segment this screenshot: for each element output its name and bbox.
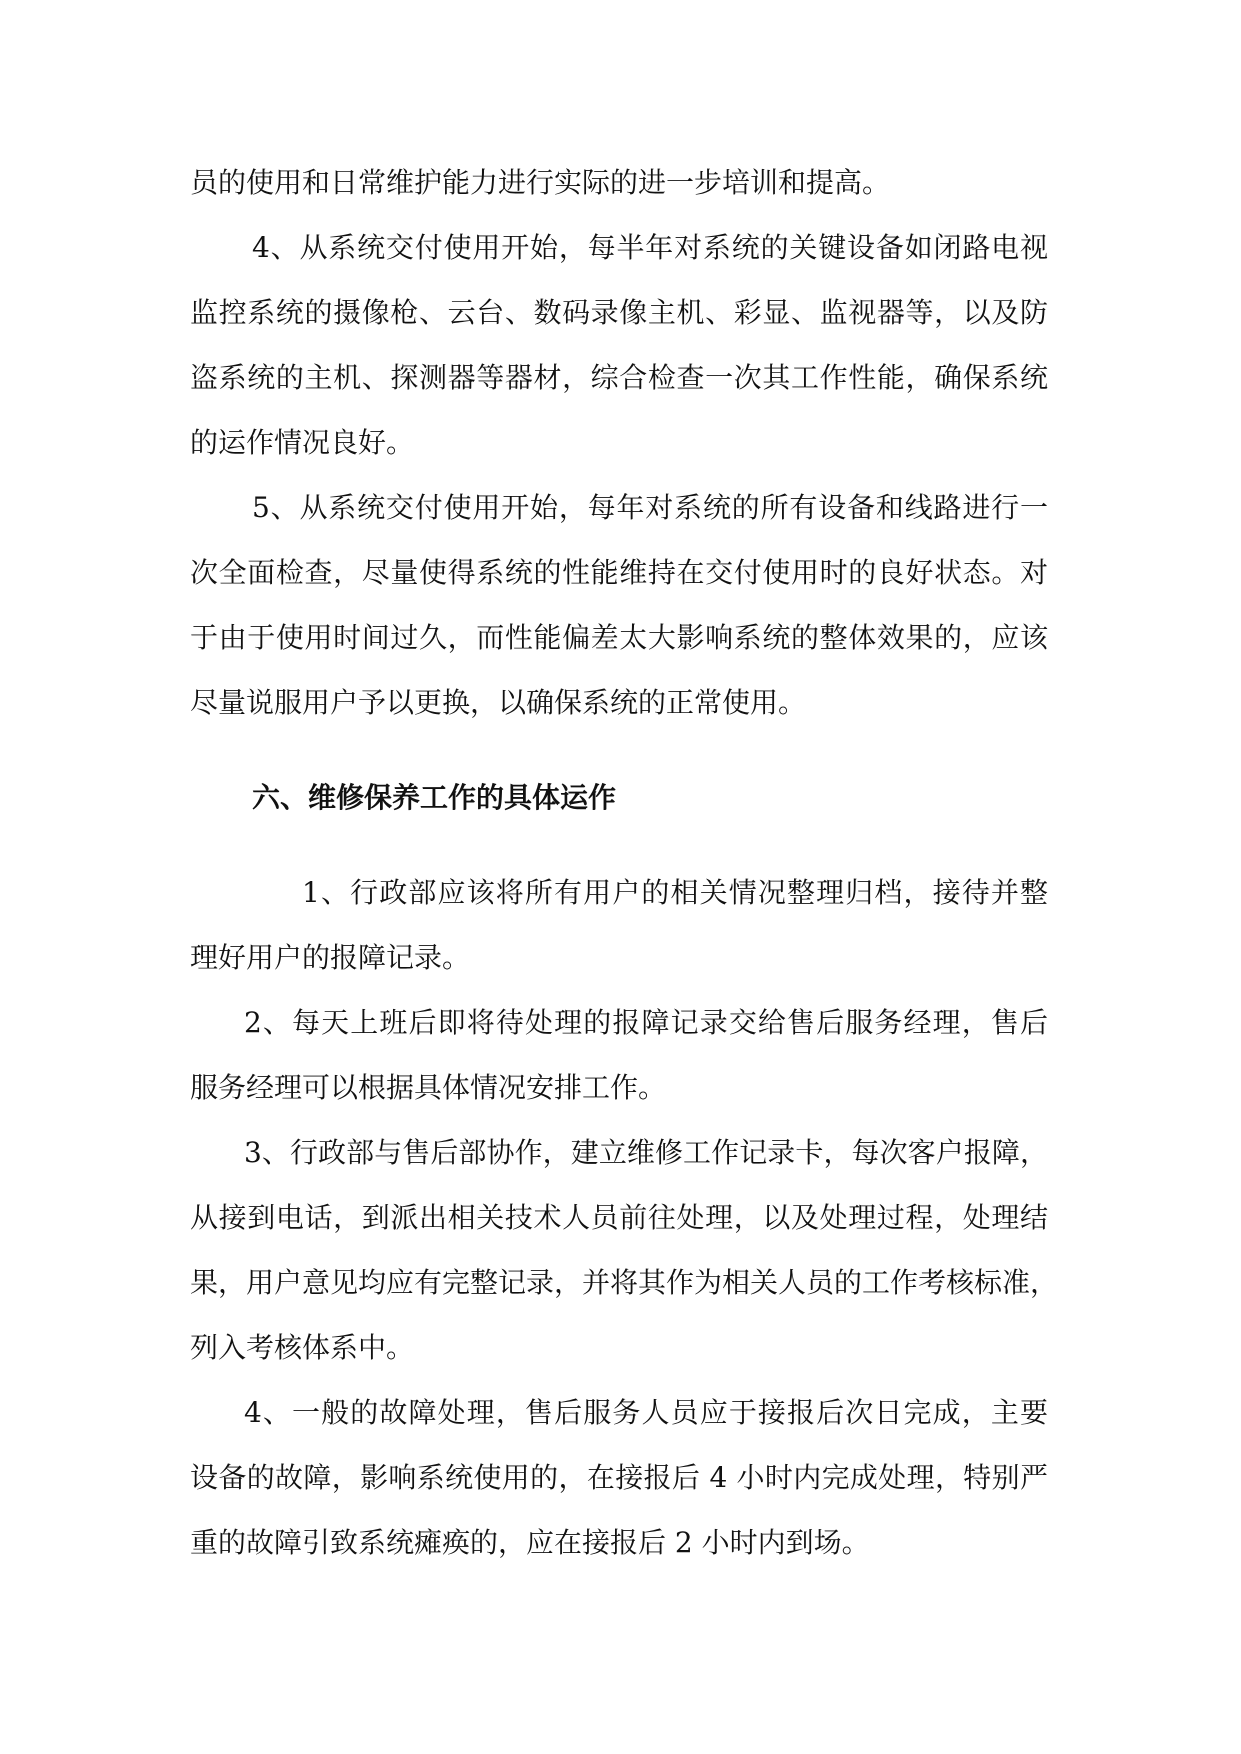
text-line: 服务经理可以根据具体情况安排工作。	[190, 1071, 667, 1104]
text-line: 重的故障引致系统瘫痪的，应在接报后 2 小时内到场。	[190, 1526, 870, 1559]
text-line: 理好用户的报障记录。	[190, 941, 471, 974]
text-line: 5、从系统交付使用开始，每年对系统的所有设备和线路进行一	[252, 491, 1048, 524]
text-line: 果，用户意见均应有完整记录，并将其作为相关人员的工作考核标准，	[190, 1266, 1059, 1299]
text-line: 1、行政部应该将所有用户的相关情况整理归档，接待并整	[302, 876, 1048, 909]
section-heading: 六、维修保养工作的具体运作	[252, 781, 617, 814]
text-line: 尽量说服用户予以更换，以确保系统的正常使用。	[190, 686, 807, 719]
text-line: 4、一般的故障处理，售后服务人员应于接报后次日完成，主要	[244, 1396, 1048, 1429]
text-line: 次全面检查，尽量使得系统的性能维持在交付使用时的良好状态。对	[190, 556, 1048, 589]
text-line: 设备的故障，影响系统使用的，在接报后 4 小时内完成处理，特别严	[190, 1461, 1048, 1494]
text-line: 从接到电话，到派出相关技术人员前往处理，以及处理过程，处理结	[190, 1201, 1048, 1234]
text-line: 盗系统的主机、探测器等器材，综合检查一次其工作性能，确保系统	[190, 361, 1048, 394]
text-line: 4、从系统交付使用开始，每半年对系统的关键设备如闭路电视	[252, 231, 1048, 264]
text-line: 监控系统的摄像枪、云台、数码录像主机、彩显、监视器等，以及防	[190, 296, 1048, 329]
text-line: 的运作情况良好。	[190, 426, 415, 459]
text-line: 2、每天上班后即将待处理的报障记录交给售后服务经理，售后	[244, 1006, 1048, 1039]
text-line: 员的使用和日常维护能力进行实际的进一步培训和提高。	[190, 166, 891, 199]
text-line: 列入考核体系中。	[190, 1331, 415, 1364]
text-line: 于由于使用时间过久，而性能偏差太大影响系统的整体效果的，应该	[190, 621, 1048, 654]
text-line: 3、行政部与售后部协作，建立维修工作记录卡，每次客户报障，	[244, 1136, 1048, 1169]
